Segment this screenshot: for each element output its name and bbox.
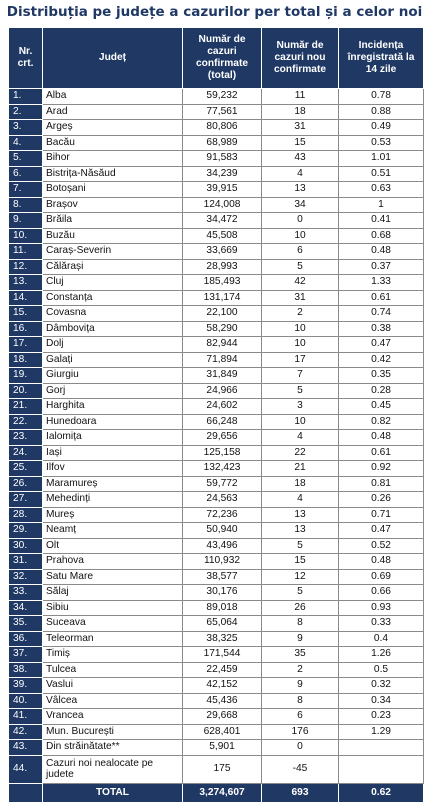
row-new-cases: 5: [262, 383, 339, 399]
row-county: Mehedinți: [43, 492, 183, 508]
row-number: 10.: [9, 228, 43, 244]
row-total-cases: 38,577: [183, 569, 262, 585]
row-total-cases: 58,290: [183, 321, 262, 337]
row-incidence: 0.33: [339, 616, 424, 632]
row-incidence: 0.37: [339, 259, 424, 275]
table-row: [9, 755, 424, 783]
table-row: [9, 104, 424, 120]
row-county: Gorj: [43, 383, 183, 399]
row-total-cases: 28,993: [183, 259, 262, 275]
row-total-cases: 59,232: [183, 89, 262, 105]
row-new-cases: 5: [262, 259, 339, 275]
table-row: [9, 368, 424, 384]
row-county: Din străinătate**: [43, 740, 183, 756]
row-new-cases: 7: [262, 368, 339, 384]
row-county: Prahova: [43, 554, 183, 570]
row-new-cases: 2: [262, 306, 339, 322]
row-county: Harghita: [43, 399, 183, 415]
row-incidence: 0.48: [339, 430, 424, 446]
table-row: [9, 507, 424, 523]
table-row: [9, 197, 424, 213]
row-total-cases: 80,806: [183, 120, 262, 136]
row-new-cases: 31: [262, 120, 339, 136]
row-total-cases: 24,602: [183, 399, 262, 415]
row-incidence: 1.01: [339, 151, 424, 167]
row-number: 16.: [9, 321, 43, 337]
table-row: [9, 538, 424, 554]
row-new-cases: 8: [262, 693, 339, 709]
row-number: 26.: [9, 476, 43, 492]
table-row: [9, 631, 424, 647]
table-row: [9, 166, 424, 182]
row-new-cases: 12: [262, 569, 339, 585]
row-total-cases: 5,901: [183, 740, 262, 756]
row-total-cases: 171,544: [183, 647, 262, 663]
row-incidence: 0.74: [339, 306, 424, 322]
row-incidence: 0.69: [339, 569, 424, 585]
table-row: [9, 135, 424, 151]
row-new-cases: 4: [262, 166, 339, 182]
total-new-cases: 693: [262, 783, 339, 802]
row-total-cases: 38,325: [183, 631, 262, 647]
row-new-cases: 31: [262, 290, 339, 306]
county-cases-table: [8, 27, 424, 803]
row-county: Brașov: [43, 197, 183, 213]
row-incidence: 0.88: [339, 104, 424, 120]
row-total-cases: 29,668: [183, 709, 262, 725]
row-incidence: 0.71: [339, 507, 424, 523]
row-number: 19.: [9, 368, 43, 384]
row-new-cases: 10: [262, 228, 339, 244]
row-total-cases: 132,423: [183, 461, 262, 477]
row-new-cases: 21: [262, 461, 339, 477]
row-number: 12.: [9, 259, 43, 275]
row-new-cases: 10: [262, 414, 339, 430]
row-number: 25.: [9, 461, 43, 477]
row-number: 21.: [9, 399, 43, 415]
table-row: [9, 585, 424, 601]
row-total-cases: 50,940: [183, 523, 262, 539]
table-row: [9, 321, 424, 337]
row-incidence: 0.81: [339, 476, 424, 492]
row-county: Suceava: [43, 616, 183, 632]
row-county: Buzău: [43, 228, 183, 244]
row-county: Mun. București: [43, 724, 183, 740]
row-number: 3.: [9, 120, 43, 136]
row-number: 31.: [9, 554, 43, 570]
row-incidence: 0.28: [339, 383, 424, 399]
row-number: 42.: [9, 724, 43, 740]
row-incidence: [339, 755, 424, 783]
row-number: 18.: [9, 352, 43, 368]
row-new-cases: 13: [262, 182, 339, 198]
header-row: [9, 28, 424, 89]
row-total-cases: 22,100: [183, 306, 262, 322]
row-county: Sibiu: [43, 600, 183, 616]
row-incidence: 0.4: [339, 631, 424, 647]
row-new-cases: 35: [262, 647, 339, 663]
row-total-cases: 45,436: [183, 693, 262, 709]
table-row: [9, 383, 424, 399]
row-total-cases: 131,174: [183, 290, 262, 306]
row-county: Călărași: [43, 259, 183, 275]
row-new-cases: 176: [262, 724, 339, 740]
row-county: Arad: [43, 104, 183, 120]
row-county: Vâlcea: [43, 693, 183, 709]
row-total-cases: 65,064: [183, 616, 262, 632]
row-new-cases: 22: [262, 445, 339, 461]
row-county: Tulcea: [43, 662, 183, 678]
row-incidence: 0.35: [339, 368, 424, 384]
row-county: Caraș-Severin: [43, 244, 183, 260]
row-incidence: 1: [339, 197, 424, 213]
row-new-cases: 15: [262, 135, 339, 151]
row-total-cases: 82,944: [183, 337, 262, 353]
table-row: [9, 492, 424, 508]
table-row: [9, 662, 424, 678]
row-county: Brăila: [43, 213, 183, 229]
row-county: Ialomița: [43, 430, 183, 446]
row-new-cases: 11: [262, 89, 339, 105]
row-new-cases: 5: [262, 538, 339, 554]
row-incidence: 1.26: [339, 647, 424, 663]
row-total-cases: 39,915: [183, 182, 262, 198]
row-new-cases: 18: [262, 476, 339, 492]
row-incidence: 0.63: [339, 182, 424, 198]
row-county: Bacău: [43, 135, 183, 151]
row-number: 32.: [9, 569, 43, 585]
table-row: [9, 352, 424, 368]
table-row: [9, 740, 424, 756]
row-number: 5.: [9, 151, 43, 167]
row-new-cases: 42: [262, 275, 339, 291]
row-county: Vaslui: [43, 678, 183, 694]
row-county: Iași: [43, 445, 183, 461]
table-row: [9, 678, 424, 694]
total-label: TOTAL: [43, 783, 183, 802]
table-row: [9, 693, 424, 709]
row-incidence: 0.48: [339, 244, 424, 260]
row-number: 34.: [9, 600, 43, 616]
row-county: Dâmbovița: [43, 321, 183, 337]
table-row: [9, 709, 424, 725]
row-county: Alba: [43, 89, 183, 105]
row-total-cases: 34,239: [183, 166, 262, 182]
row-total-cases: 125,158: [183, 445, 262, 461]
row-new-cases: 0: [262, 740, 339, 756]
row-new-cases: 0: [262, 213, 339, 229]
row-new-cases: 4: [262, 430, 339, 446]
row-incidence: 0.92: [339, 461, 424, 477]
row-incidence: 1.29: [339, 724, 424, 740]
row-incidence: 0.78: [339, 89, 424, 105]
table-row: [9, 414, 424, 430]
row-total-cases: 22,459: [183, 662, 262, 678]
row-number: 11.: [9, 244, 43, 260]
row-incidence: 0.45: [339, 399, 424, 415]
row-incidence: 0.68: [339, 228, 424, 244]
row-number: 41.: [9, 709, 43, 725]
row-new-cases: 26: [262, 600, 339, 616]
table-row: [9, 120, 424, 136]
row-number: 40.: [9, 693, 43, 709]
row-county: Constanța: [43, 290, 183, 306]
row-total-cases: 31,849: [183, 368, 262, 384]
row-total-cases: 45,508: [183, 228, 262, 244]
row-county: Botoșani: [43, 182, 183, 198]
row-county: Satu Mare: [43, 569, 183, 585]
row-total-cases: 42,152: [183, 678, 262, 694]
row-total-cases: 124,008: [183, 197, 262, 213]
row-incidence: 0.23: [339, 709, 424, 725]
row-number: 38.: [9, 662, 43, 678]
header-incidenta: Incidența înregistrată la 14 zile: [339, 28, 424, 89]
row-number: 6.: [9, 166, 43, 182]
table-row: [9, 724, 424, 740]
row-number: 37.: [9, 647, 43, 663]
row-county: Covasna: [43, 306, 183, 322]
table-row: [9, 647, 424, 663]
row-incidence: 0.51: [339, 166, 424, 182]
row-number: 43.: [9, 740, 43, 756]
row-incidence: 0.52: [339, 538, 424, 554]
table-body: [9, 89, 424, 784]
total-row: [9, 783, 424, 802]
row-number: 8.: [9, 197, 43, 213]
table-row: [9, 476, 424, 492]
row-total-cases: 24,966: [183, 383, 262, 399]
table-row: [9, 290, 424, 306]
row-number: 39.: [9, 678, 43, 694]
row-number: 35.: [9, 616, 43, 632]
row-number: 30.: [9, 538, 43, 554]
row-total-cases: 29,656: [183, 430, 262, 446]
row-number: 15.: [9, 306, 43, 322]
row-incidence: 0.47: [339, 337, 424, 353]
table-row: [9, 244, 424, 260]
header-judet: Județ: [43, 28, 183, 89]
row-new-cases: 15: [262, 554, 339, 570]
table-row: [9, 399, 424, 415]
row-total-cases: 628,401: [183, 724, 262, 740]
table-row: [9, 228, 424, 244]
header-nr: Nr. crt.: [9, 28, 43, 89]
row-total-cases: 34,472: [183, 213, 262, 229]
total-incidence: 0.62: [339, 783, 424, 802]
row-number: 29.: [9, 523, 43, 539]
row-new-cases: 6: [262, 709, 339, 725]
table-row: [9, 430, 424, 446]
row-county: Galați: [43, 352, 183, 368]
row-incidence: 0.82: [339, 414, 424, 430]
row-new-cases: -45: [262, 755, 339, 783]
row-county: Olt: [43, 538, 183, 554]
row-incidence: 0.5: [339, 662, 424, 678]
row-total-cases: 66,248: [183, 414, 262, 430]
row-total-cases: 30,176: [183, 585, 262, 601]
row-number: 33.: [9, 585, 43, 601]
row-new-cases: 9: [262, 678, 339, 694]
header-noi: Număr de cazuri nou confirmate: [262, 28, 339, 89]
row-county: Cazuri noi nealocate pe judete: [43, 755, 183, 783]
table-row: [9, 151, 424, 167]
table-row: [9, 616, 424, 632]
row-incidence: 0.34: [339, 693, 424, 709]
row-number: 7.: [9, 182, 43, 198]
row-new-cases: 18: [262, 104, 339, 120]
row-total-cases: 175: [183, 755, 262, 783]
row-new-cases: 10: [262, 337, 339, 353]
row-county: Maramureș: [43, 476, 183, 492]
table-row: [9, 306, 424, 322]
row-new-cases: 13: [262, 523, 339, 539]
row-new-cases: 8: [262, 616, 339, 632]
row-county: Dolj: [43, 337, 183, 353]
row-number: 9.: [9, 213, 43, 229]
row-new-cases: 6: [262, 244, 339, 260]
row-incidence: 0.26: [339, 492, 424, 508]
row-total-cases: 71,894: [183, 352, 262, 368]
row-county: Bistrița-Năsăud: [43, 166, 183, 182]
row-number: 13.: [9, 275, 43, 291]
row-total-cases: 185,493: [183, 275, 262, 291]
row-new-cases: 4: [262, 492, 339, 508]
row-county: Mureș: [43, 507, 183, 523]
row-county: Vrancea: [43, 709, 183, 725]
row-incidence: 0.32: [339, 678, 424, 694]
total-blank-cell: [9, 783, 43, 802]
header-total: Număr de cazuri confirmate (total): [183, 28, 262, 89]
row-new-cases: 2: [262, 662, 339, 678]
table-row: [9, 600, 424, 616]
row-number: 36.: [9, 631, 43, 647]
row-total-cases: 43,496: [183, 538, 262, 554]
row-total-cases: 59,772: [183, 476, 262, 492]
row-county: Bihor: [43, 151, 183, 167]
row-total-cases: 91,583: [183, 151, 262, 167]
row-total-cases: 24,563: [183, 492, 262, 508]
row-number: 14.: [9, 290, 43, 306]
row-incidence: 0.93: [339, 600, 424, 616]
row-total-cases: 72,236: [183, 507, 262, 523]
row-incidence: 0.61: [339, 290, 424, 306]
row-number: 28.: [9, 507, 43, 523]
row-new-cases: 9: [262, 631, 339, 647]
row-new-cases: 34: [262, 197, 339, 213]
row-number: 23.: [9, 430, 43, 446]
table-row: [9, 461, 424, 477]
row-total-cases: 110,932: [183, 554, 262, 570]
row-incidence: [339, 740, 424, 756]
row-new-cases: 17: [262, 352, 339, 368]
row-county: Hunedoara: [43, 414, 183, 430]
row-new-cases: 3: [262, 399, 339, 415]
row-incidence: 0.66: [339, 585, 424, 601]
row-incidence: 0.38: [339, 321, 424, 337]
row-county: Ilfov: [43, 461, 183, 477]
row-number: 17.: [9, 337, 43, 353]
row-new-cases: 5: [262, 585, 339, 601]
table-row: [9, 445, 424, 461]
row-number: 27.: [9, 492, 43, 508]
row-incidence: 1.33: [339, 275, 424, 291]
row-number: 44.: [9, 755, 43, 783]
row-total-cases: 68,989: [183, 135, 262, 151]
row-county: Cluj: [43, 275, 183, 291]
table-row: [9, 213, 424, 229]
row-number: 2.: [9, 104, 43, 120]
row-number: 4.: [9, 135, 43, 151]
row-incidence: 0.42: [339, 352, 424, 368]
table-row: [9, 259, 424, 275]
table-row: [9, 89, 424, 105]
row-number: 1.: [9, 89, 43, 105]
row-new-cases: 13: [262, 507, 339, 523]
row-number: 22.: [9, 414, 43, 430]
row-incidence: 0.53: [339, 135, 424, 151]
row-incidence: 0.49: [339, 120, 424, 136]
row-county: Teleorman: [43, 631, 183, 647]
row-new-cases: 43: [262, 151, 339, 167]
row-total-cases: 77,561: [183, 104, 262, 120]
table-row: [9, 275, 424, 291]
row-county: Sălaj: [43, 585, 183, 601]
table-row: [9, 337, 424, 353]
row-incidence: 0.47: [339, 523, 424, 539]
row-incidence: 0.41: [339, 213, 424, 229]
row-incidence: 0.61: [339, 445, 424, 461]
table-title: Distribuția pe județe a cazurilor per total și a celor noi: [6, 4, 423, 20]
row-county: Timiș: [43, 647, 183, 663]
row-county: Neamț: [43, 523, 183, 539]
table-row: [9, 569, 424, 585]
row-incidence: 0.48: [339, 554, 424, 570]
table-row: [9, 554, 424, 570]
row-number: 24.: [9, 445, 43, 461]
table-row: [9, 523, 424, 539]
row-county: Argeș: [43, 120, 183, 136]
row-number: 20.: [9, 383, 43, 399]
row-county: Giurgiu: [43, 368, 183, 384]
row-total-cases: 89,018: [183, 600, 262, 616]
row-total-cases: 33,669: [183, 244, 262, 260]
row-new-cases: 10: [262, 321, 339, 337]
table-row: [9, 182, 424, 198]
total-cases: 3,274,607: [183, 783, 262, 802]
